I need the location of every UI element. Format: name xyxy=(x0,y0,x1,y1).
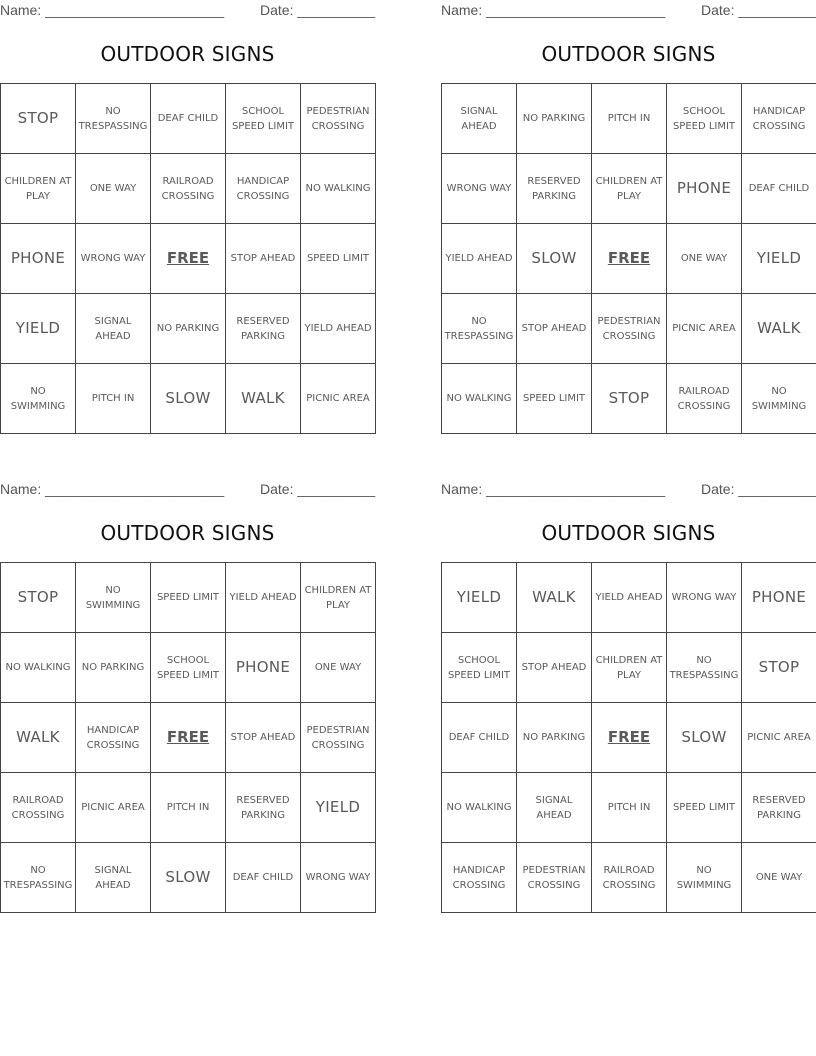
grid-cell: RESERVED PARKING xyxy=(742,773,816,843)
grid-cell: RESERVED PARKING xyxy=(226,294,301,364)
grid-cell: RESERVED PARKING xyxy=(226,773,301,843)
free-space-cell: FREE xyxy=(151,703,226,773)
grid-cell: SPEED LIMIT xyxy=(151,563,226,633)
grid-row xyxy=(1,633,376,703)
grid-cell: DEAF CHILD xyxy=(151,84,226,154)
grid-cell: PHONE xyxy=(1,224,76,294)
grid-cell: SIGNAL AHEAD xyxy=(442,84,517,154)
bingo-grid xyxy=(0,562,376,913)
grid-cell: RESERVED PARKING xyxy=(517,154,592,224)
grid-cell: SIGNAL AHEAD xyxy=(76,843,151,913)
name-field: Name: _______________________ xyxy=(0,2,225,18)
grid-cell: NO SWIMMING xyxy=(1,364,76,434)
grid-row xyxy=(1,703,376,773)
grid-row xyxy=(1,773,376,843)
grid-cell: STOP xyxy=(1,84,76,154)
grid-cell: NO WALKING xyxy=(442,773,517,843)
card-title: OUTDOOR SIGNS xyxy=(100,521,275,545)
grid-cell: SCHOOL SPEED LIMIT xyxy=(226,84,301,154)
grid-cell: PITCH IN xyxy=(592,773,667,843)
grid-cell: YIELD AHEAD xyxy=(301,294,376,364)
grid-cell: HANDICAP CROSSING xyxy=(742,84,816,154)
grid-cell: NO WALKING xyxy=(442,364,517,434)
grid-cell: RAILROAD CROSSING xyxy=(1,773,76,843)
bingo-card xyxy=(441,479,816,913)
grid-cell: WRONG WAY xyxy=(667,563,742,633)
grid-cell: PICNIC AREA xyxy=(76,773,151,843)
bingo-card xyxy=(0,479,375,913)
bingo-card xyxy=(0,0,375,434)
grid-cell: NO WALKING xyxy=(301,154,376,224)
grid-cell: DEAF CHILD xyxy=(742,154,816,224)
grid-cell: STOP AHEAD xyxy=(517,294,592,364)
grid-row xyxy=(442,773,816,843)
grid-cell: NO TRESPASSING xyxy=(442,294,517,364)
grid-cell: NO TRESPASSING xyxy=(76,84,151,154)
grid-cell: NO TRESPASSING xyxy=(667,633,742,703)
grid-cell: SCHOOL SPEED LIMIT xyxy=(667,84,742,154)
grid-cell: SLOW xyxy=(151,843,226,913)
grid-cell: NO TRESPASSING xyxy=(1,843,76,913)
grid-cell: STOP xyxy=(592,364,667,434)
date-field: Date: __________ xyxy=(260,2,376,18)
grid-cell: STOP AHEAD xyxy=(226,224,301,294)
grid-row xyxy=(1,154,376,224)
grid-row xyxy=(442,703,816,773)
card-title: OUTDOOR SIGNS xyxy=(541,521,716,545)
name-field: Name: _______________________ xyxy=(441,2,666,18)
grid-cell: SPEED LIMIT xyxy=(667,773,742,843)
grid-cell: ONE WAY xyxy=(667,224,742,294)
grid-cell: PHONE xyxy=(226,633,301,703)
grid-cell: RAILROAD CROSSING xyxy=(592,843,667,913)
grid-cell: RAILROAD CROSSING xyxy=(151,154,226,224)
grid-cell: PEDESTRIAN CROSSING xyxy=(592,294,667,364)
name-field: Name: _______________________ xyxy=(441,481,666,497)
name-date-row xyxy=(441,2,816,20)
grid-cell: PITCH IN xyxy=(76,364,151,434)
grid-cell: SCHOOL SPEED LIMIT xyxy=(151,633,226,703)
grid-cell: SLOW xyxy=(151,364,226,434)
grid-cell: NO PARKING xyxy=(517,84,592,154)
grid-cell: STOP AHEAD xyxy=(517,633,592,703)
bingo-grid xyxy=(441,83,816,434)
grid-cell: SIGNAL AHEAD xyxy=(517,773,592,843)
grid-cell: NO PARKING xyxy=(151,294,226,364)
grid-cell: SPEED LIMIT xyxy=(517,364,592,434)
grid-row xyxy=(442,633,816,703)
grid-cell: NO SWIMMING xyxy=(742,364,816,434)
grid-cell: SPEED LIMIT xyxy=(301,224,376,294)
grid-cell: WRONG WAY xyxy=(442,154,517,224)
grid-cell: DEAF CHILD xyxy=(442,703,517,773)
grid-cell: STOP xyxy=(1,563,76,633)
grid-cell: ONE WAY xyxy=(742,843,816,913)
grid-cell: WRONG WAY xyxy=(76,224,151,294)
grid-cell: PITCH IN xyxy=(151,773,226,843)
grid-cell: SIGNAL AHEAD xyxy=(76,294,151,364)
grid-cell: WALK xyxy=(226,364,301,434)
grid-cell: STOP AHEAD xyxy=(226,703,301,773)
grid-row xyxy=(1,84,376,154)
grid-cell: PEDESTRIAN CROSSING xyxy=(301,703,376,773)
bingo-grid xyxy=(441,562,816,913)
free-space-cell: FREE xyxy=(151,224,226,294)
grid-cell: YIELD xyxy=(442,563,517,633)
grid-cell: STOP xyxy=(742,633,816,703)
card-title: OUTDOOR SIGNS xyxy=(541,42,716,66)
grid-cell: YIELD xyxy=(1,294,76,364)
grid-row xyxy=(1,294,376,364)
grid-cell: SCHOOL SPEED LIMIT xyxy=(442,633,517,703)
name-field: Name: _______________________ xyxy=(0,481,225,497)
grid-cell: PEDESTRIAN CROSSING xyxy=(517,843,592,913)
grid-cell: PICNIC AREA xyxy=(742,703,816,773)
grid-cell: HANDICAP CROSSING xyxy=(226,154,301,224)
date-field: Date: __________ xyxy=(701,2,816,18)
card-title: OUTDOOR SIGNS xyxy=(100,42,275,66)
grid-row xyxy=(1,224,376,294)
grid-row xyxy=(442,294,816,364)
grid-cell: WALK xyxy=(1,703,76,773)
grid-row xyxy=(442,224,816,294)
grid-cell: CHILDREN AT PLAY xyxy=(592,154,667,224)
grid-row xyxy=(442,843,816,913)
grid-cell: CHILDREN AT PLAY xyxy=(301,563,376,633)
grid-row xyxy=(442,364,816,434)
grid-row xyxy=(442,154,816,224)
grid-cell: NO SWIMMING xyxy=(76,563,151,633)
grid-cell: WALK xyxy=(517,563,592,633)
name-date-row xyxy=(0,481,375,499)
grid-cell: PEDESTRIAN CROSSING xyxy=(301,84,376,154)
free-space-cell: FREE xyxy=(592,703,667,773)
grid-cell: PITCH IN xyxy=(592,84,667,154)
grid-cell: ONE WAY xyxy=(301,633,376,703)
name-date-row xyxy=(441,481,816,499)
grid-cell: WALK xyxy=(742,294,816,364)
grid-cell: NO WALKING xyxy=(1,633,76,703)
free-space-cell: FREE xyxy=(592,224,667,294)
grid-cell: RAILROAD CROSSING xyxy=(667,364,742,434)
grid-cell: PHONE xyxy=(667,154,742,224)
date-field: Date: __________ xyxy=(701,481,816,497)
grid-cell: HANDICAP CROSSING xyxy=(76,703,151,773)
grid-cell: CHILDREN AT PLAY xyxy=(592,633,667,703)
grid-cell: SLOW xyxy=(667,703,742,773)
bingo-card xyxy=(441,0,816,434)
grid-cell: YIELD AHEAD xyxy=(592,563,667,633)
grid-row xyxy=(442,84,816,154)
grid-row xyxy=(1,843,376,913)
bingo-grid xyxy=(0,83,376,434)
grid-cell: PHONE xyxy=(742,563,816,633)
grid-cell: YIELD AHEAD xyxy=(226,563,301,633)
grid-row xyxy=(1,563,376,633)
grid-cell: NO SWIMMING xyxy=(667,843,742,913)
name-date-row xyxy=(0,2,375,20)
grid-cell: NO PARKING xyxy=(76,633,151,703)
grid-cell: YIELD AHEAD xyxy=(442,224,517,294)
date-field: Date: __________ xyxy=(260,481,376,497)
grid-cell: ONE WAY xyxy=(76,154,151,224)
grid-cell: YIELD xyxy=(301,773,376,843)
grid-cell: SLOW xyxy=(517,224,592,294)
grid-cell: DEAF CHILD xyxy=(226,843,301,913)
grid-cell: CHILDREN AT PLAY xyxy=(1,154,76,224)
grid-cell: NO PARKING xyxy=(517,703,592,773)
grid-cell: WRONG WAY xyxy=(301,843,376,913)
grid-cell: PICNIC AREA xyxy=(667,294,742,364)
grid-row xyxy=(442,563,816,633)
grid-cell: PICNIC AREA xyxy=(301,364,376,434)
grid-cell: YIELD xyxy=(742,224,816,294)
grid-row xyxy=(1,364,376,434)
grid-cell: HANDICAP CROSSING xyxy=(442,843,517,913)
